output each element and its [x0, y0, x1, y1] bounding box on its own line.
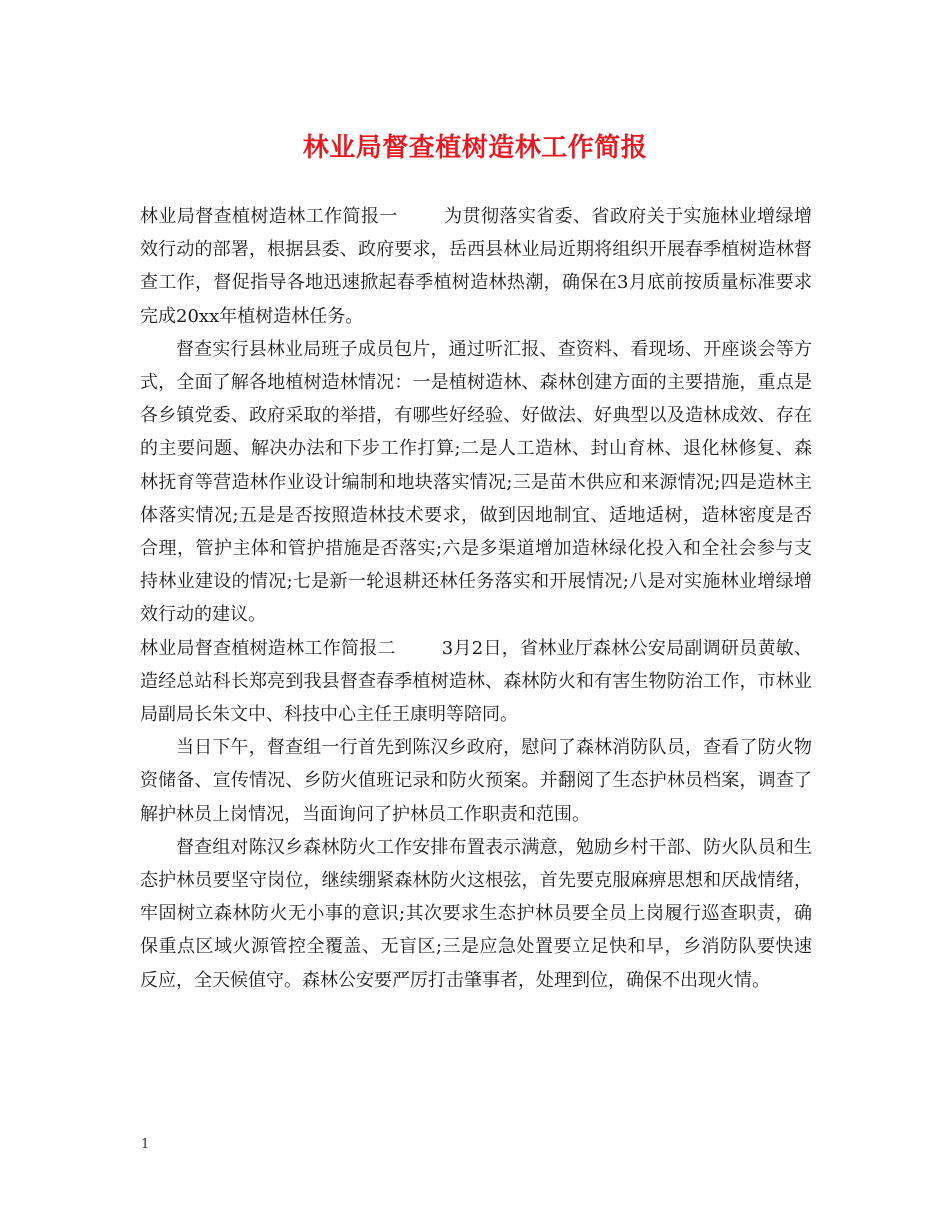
paragraph-afternoon-visit: 当日下午，督查组一行首先到陈汉乡政府，慰问了森林消防队员，查看了防火物资储备、宣传情况、乡防火值班记录和防火预案。并翻阅了生态护林员档案，调查了解护林员上岗情况，当面询问了护林员工作职责和范围。	[140, 737, 812, 825]
page-number: 1	[141, 1137, 150, 1152]
paragraph-report-one	[140, 200, 812, 333]
report-two-heading: 林业局督查植树造林工作简报二	[140, 637, 396, 659]
document-body	[140, 200, 812, 997]
paragraph-fire-prevention: 督查组对陈汉乡森林防火工作安排布置表示满意，勉励乡村干部、防火队员和生态护林员要坚守岗位，继续绷紧森林防火这根弦，首先要克服麻痹思想和厌战情绪，牢固树立森林防火无小事的意识;其次要求生态护林员要全员上岗履行巡查职责，确保重点区域火源管控全覆盖、无盲区;三是应急处置要立足快和早，乡消防队要快速反应，全天候值守。森林公安要严厉打击肇事者，处理到位，确保不出现火情。	[140, 836, 812, 991]
report-one-text: 为贯彻落实省委、省政府关于实施林业增绿增效行动的部署，根据县委、政府要求，岳西县林业局近期将组织开展春季植树造林督查工作，督促指导各地迅速掀起春季植树造林热潮，确保在3月底前按质量标准要求完成20xx年植树造林任务。	[140, 206, 812, 327]
paragraph-report-two	[140, 632, 812, 732]
report-one-heading: 林业局督查植树造林工作简报一	[140, 206, 398, 227]
document-title: 林业局督查植树造林工作简报	[302, 133, 648, 163]
report-two-text: 3月2日，省林业厅森林公安局副调研员黄敏、造经总站科长郑亮到我县督查春季植树造林、森林防火和有害生物防治工作，市林业局副局长朱文中、科技中心主任王康明等陪同。	[140, 637, 813, 726]
paragraph-inspection-method: 督查实行县林业局班子成员包片，通过听汇报、查资料、看现场、开座谈会等方式，全面了解各地植树造林情况：一是植树造林、森林创建方面的主要措施，重点是各乡镇党委、政府采取的举措，有哪些好经验、好做法、好典型以及造林成效、存在的主要问题、解决办法和下步工作打算;二是人工造林、封山育林、退化林修复、森林抚育等营造林作业设计编制和地块落实情况;三是苗木供应和来源情况;四是造林主体落实情况;五是是否按照造林技术要求，做到因地制宜、适地适树，造林密度是否合理，管护主体和管护措施是否落实;六是多渠道增加造林绿化投入和全社会参与支持林业建设的情况;七是新一轮退耕还林任务落实和开展情况;八是对实施林业增绿增效行动的建议。	[140, 338, 812, 626]
